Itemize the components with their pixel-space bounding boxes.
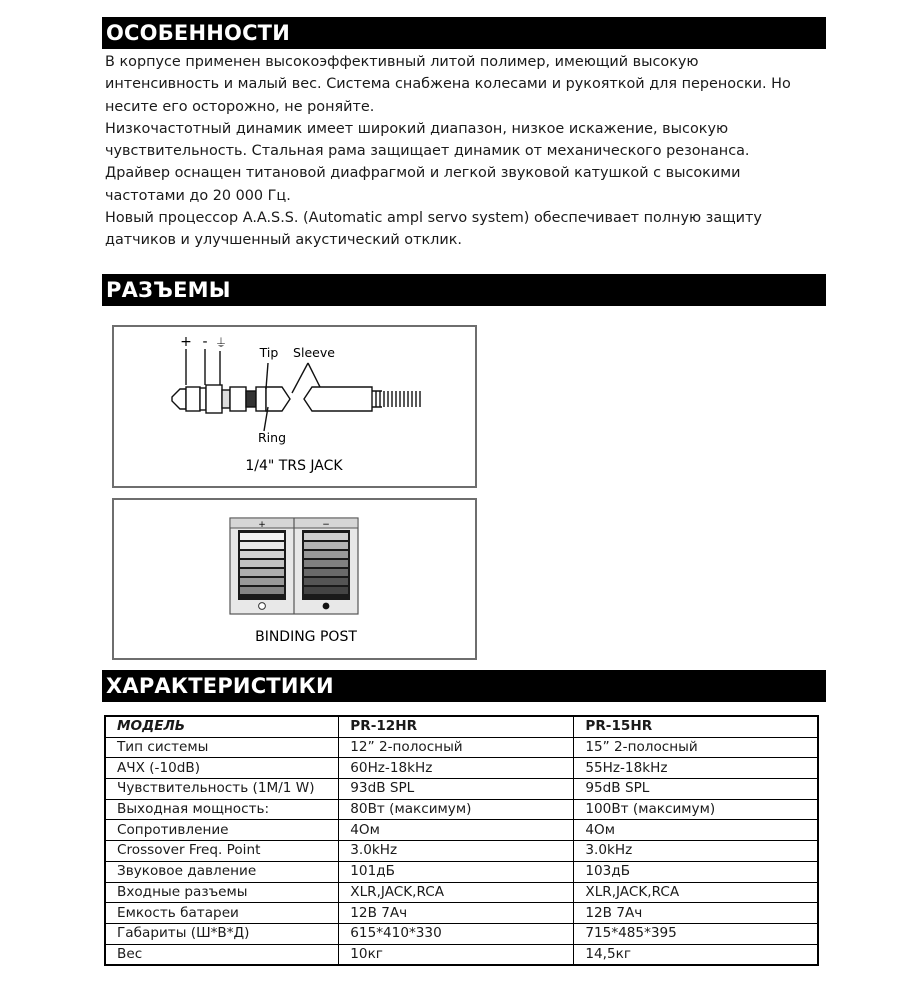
spec-value-pr12hr: 12В 7Ач bbox=[339, 903, 574, 924]
table-row bbox=[105, 944, 818, 965]
spec-label: Тип системы bbox=[105, 737, 339, 758]
trs-jack-figure bbox=[112, 325, 477, 488]
spec-value-pr15hr: 715*485*395 bbox=[574, 923, 818, 944]
binding-post-figure bbox=[112, 498, 477, 660]
negative-terminal bbox=[302, 530, 350, 609]
trs-caption: 1/4" TRS JACK bbox=[245, 458, 343, 474]
trs-jack-diagram bbox=[114, 327, 475, 486]
spec-value-pr15hr: 55Hz-18kHz bbox=[574, 758, 818, 779]
spec-value-pr15hr: 14,5кг bbox=[574, 944, 818, 965]
spec-value-pr12hr: 80Вт (максимум) bbox=[339, 799, 574, 820]
section-title-specs: ХАРАКТЕРИСТИКИ bbox=[102, 670, 826, 702]
spec-value-pr15hr: 4Ом bbox=[574, 820, 818, 841]
spec-value-pr15hr: 100Вт (максимум) bbox=[574, 799, 818, 820]
spec-value-pr15hr: 95dB SPL bbox=[574, 779, 818, 800]
tip-label: Tip bbox=[259, 345, 279, 360]
ring-label: Ring bbox=[257, 430, 287, 445]
features-line: Новый процессор A.A.S.S. (Automatic ampl servo system) обеспечивает полную защиту bbox=[105, 210, 762, 227]
plug-sleeve-shape bbox=[206, 385, 222, 413]
binding-caption: BINDING POST bbox=[255, 629, 357, 645]
spec-value-pr15hr: 12В 7Ач bbox=[574, 903, 818, 924]
spec-value-pr15hr: 3.0kHz bbox=[574, 841, 818, 862]
specs-table bbox=[104, 715, 819, 966]
ground-icon: ⏚ bbox=[214, 336, 228, 350]
table-row bbox=[105, 758, 818, 779]
table-header-row bbox=[105, 716, 818, 737]
spec-label: АЧХ (-10dB) bbox=[105, 758, 339, 779]
table-row bbox=[105, 903, 818, 924]
spec-label: Сопротивление bbox=[105, 820, 339, 841]
sleeve-label: Sleeve bbox=[293, 345, 335, 360]
spec-label: Чувствительность (1M/1 W) bbox=[105, 779, 339, 800]
table-row bbox=[105, 882, 818, 903]
spec-value-pr12hr: 3.0kHz bbox=[339, 841, 574, 862]
features-line: В корпусе применен высокоэффективный литой полимер, имеющий высокую bbox=[105, 54, 699, 70]
spec-label: Выходная мощность: bbox=[105, 799, 339, 820]
spec-value-pr12hr: 12” 2-полосный bbox=[339, 737, 574, 758]
positive-terminal bbox=[238, 530, 286, 609]
binding-minus-label: − bbox=[322, 520, 330, 530]
tip-pointer-line bbox=[266, 363, 268, 389]
features-text bbox=[105, 51, 817, 252]
spec-value-pr12hr: XLR,JACK,RCA bbox=[339, 882, 574, 903]
binding-post-diagram bbox=[114, 500, 475, 658]
table-row bbox=[105, 737, 818, 758]
header-pr15hr: PR-15HR bbox=[574, 716, 818, 737]
table-row bbox=[105, 799, 818, 820]
section-title-features: ОСОБЕННОСТИ bbox=[102, 17, 826, 49]
plug-tip-shape bbox=[172, 389, 186, 409]
spec-value-pr15hr: 103дБ bbox=[574, 861, 818, 882]
section-title-connectors: РАЗЪЕМЫ bbox=[102, 274, 826, 306]
cable-coils bbox=[376, 391, 420, 407]
table-row bbox=[105, 820, 818, 841]
table-row bbox=[105, 779, 818, 800]
sleeve-pointer-line bbox=[292, 363, 308, 393]
minus-label: - bbox=[202, 334, 208, 350]
plus-label: + bbox=[180, 334, 192, 350]
spec-label: Входные разъемы bbox=[105, 882, 339, 903]
table-row bbox=[105, 841, 818, 862]
features-line: частотами до 20 000 Гц. bbox=[105, 187, 291, 204]
table-row bbox=[105, 923, 818, 944]
spec-value-pr12hr: 101дБ bbox=[339, 861, 574, 882]
spec-value-pr12hr: 4Ом bbox=[339, 820, 574, 841]
features-line: чувствительность. Стальная рама защищает динамик от механического резонанса. bbox=[105, 143, 750, 160]
spec-label: Вес bbox=[105, 944, 339, 965]
spec-label: Емкость батареи bbox=[105, 903, 339, 924]
features-line: датчиков и улучшенный акустический отклик. bbox=[105, 232, 462, 249]
spec-label: Crossover Freq. Point bbox=[105, 841, 339, 862]
spec-value-pr12hr: 10кг bbox=[339, 944, 574, 965]
spec-label: Габариты (Ш*В*Д) bbox=[105, 923, 339, 944]
features-line: Драйвер оснащен титановой диафрагмой и легкой звуковой катушкой с высокими bbox=[105, 165, 741, 182]
socket-barrel-shape bbox=[304, 387, 372, 411]
header-model: МОДЕЛЬ bbox=[105, 716, 339, 737]
spec-value-pr12hr: 60Hz-18kHz bbox=[339, 758, 574, 779]
spec-value-pr15hr: XLR,JACK,RCA bbox=[574, 882, 818, 903]
binding-plus-label: + bbox=[258, 520, 266, 530]
header-pr12hr: PR-12HR bbox=[339, 716, 574, 737]
spec-value-pr12hr: 615*410*330 bbox=[339, 923, 574, 944]
features-line: Низкочастотный динамик имеет широкий диапазон, низкое искажение, высокую bbox=[105, 120, 729, 137]
features-line: интенсивность и малый вес. Система снабжена колесами и рукояткой для переноски. Но bbox=[105, 76, 791, 93]
spec-value-pr12hr: 93dB SPL bbox=[339, 779, 574, 800]
spec-value-pr15hr: 15” 2-полосный bbox=[574, 737, 818, 758]
spec-label: Звуковое давление bbox=[105, 861, 339, 882]
plug-ring-shape bbox=[186, 387, 200, 411]
features-line: несите его осторожно, не роняйте. bbox=[105, 98, 375, 115]
table-row bbox=[105, 861, 818, 882]
